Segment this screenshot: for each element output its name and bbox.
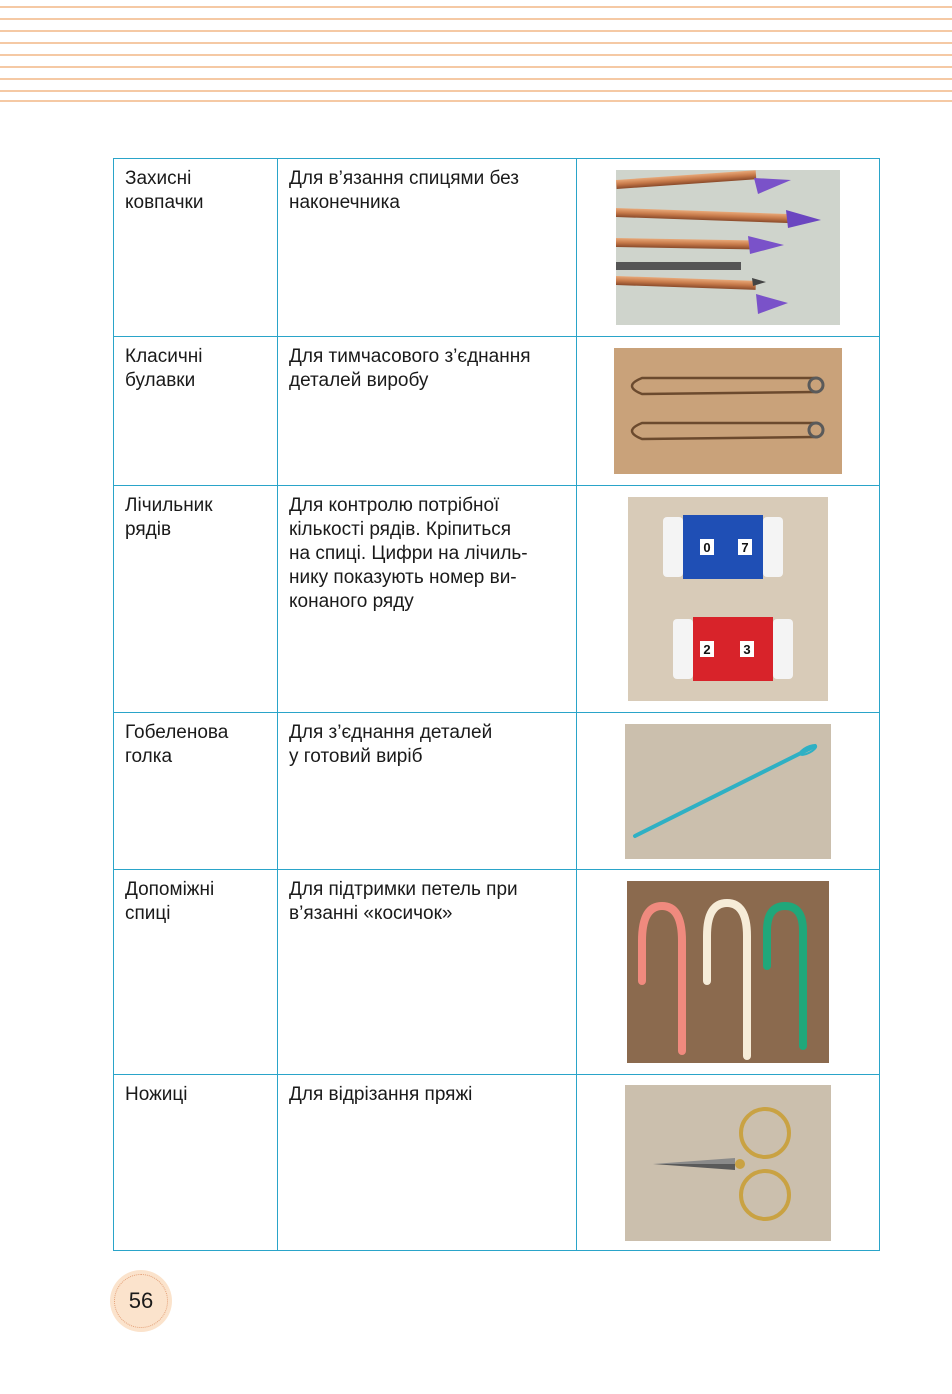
tapestry-needle-photo — [625, 724, 831, 859]
tool-image-cell — [577, 486, 880, 713]
header-stripes — [0, 0, 952, 110]
tool-purpose-cell — [278, 337, 577, 486]
tool-name: Лічильник рядів — [125, 495, 213, 540]
tool-name-cell — [114, 713, 278, 870]
tool-name: Гобеленова голка — [125, 722, 229, 767]
table-row — [114, 1075, 880, 1251]
tool-purpose: Для відрізання пряжі — [289, 1084, 473, 1105]
table-row — [114, 337, 880, 486]
tools-table — [113, 158, 880, 1251]
tool-purpose-cell — [278, 486, 577, 713]
tool-name: Захисні ковпачки — [125, 168, 204, 213]
cable-needles-photo — [627, 881, 829, 1063]
counter-digit: 7 — [741, 540, 749, 555]
tool-purpose: Для в’язання спицями без наконечника — [289, 168, 520, 213]
table-row — [114, 486, 880, 713]
counter-digit: 0 — [703, 540, 711, 555]
tool-name-cell — [114, 337, 278, 486]
safety-pins-photo — [614, 348, 842, 474]
tool-name: Допоміжні спиці — [125, 879, 215, 924]
tool-name-cell — [114, 870, 278, 1075]
tool-purpose: Для з’єднання деталей у готовий виріб — [289, 722, 493, 767]
tool-name-cell — [114, 159, 278, 337]
tool-image-cell — [577, 713, 880, 870]
tool-name-cell — [114, 1075, 278, 1251]
tool-image-cell — [577, 870, 880, 1075]
tool-purpose: Для тимчасового з’єднання деталей виробу — [289, 346, 531, 391]
tool-image-cell — [577, 337, 880, 486]
table-row — [114, 159, 880, 337]
table-row — [114, 713, 880, 870]
tool-image-cell — [577, 159, 880, 337]
tool-purpose-cell — [278, 1075, 577, 1251]
tool-purpose-cell — [278, 159, 577, 337]
page-number-badge — [110, 1270, 172, 1332]
tool-name: Ножиці — [125, 1084, 188, 1105]
tool-name: Класичні булавки — [125, 346, 203, 391]
tool-name-cell — [114, 486, 278, 713]
counter-digit: 2 — [703, 642, 711, 657]
table-row — [114, 870, 880, 1075]
page-number: 56 — [128, 1288, 154, 1313]
counter-digit: 3 — [743, 642, 751, 657]
protective-caps-photo — [616, 170, 840, 325]
scissors-photo — [625, 1085, 831, 1241]
tool-purpose-cell — [278, 713, 577, 870]
tool-purpose-cell — [278, 870, 577, 1075]
tool-purpose: Для контролю потрібної кількості рядів. Кріпиться на спиці. Цифри на лічиль- нику показують номер ви- конаного ряду — [289, 495, 528, 612]
row-counter-photo — [628, 497, 828, 701]
tool-image-cell — [577, 1075, 880, 1251]
tool-purpose: Для підтримки петель при в’язанні «косичок» — [289, 879, 518, 924]
